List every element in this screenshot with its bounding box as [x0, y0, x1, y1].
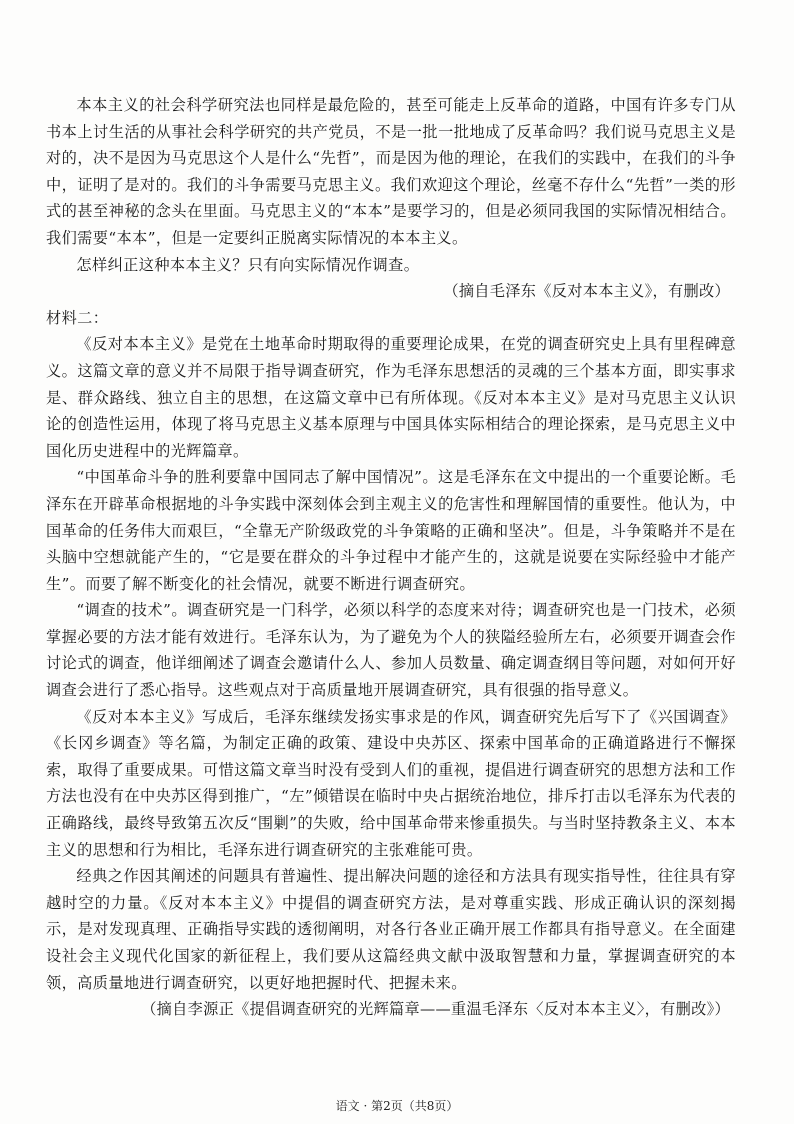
page-footer: 语文 · 第2页（共8页） [335, 1099, 459, 1113]
material1-paragraph-1: 本本主义的社会科学研究法也同样是最危险的，甚至可能走上反革命的道路，中国有许多专门从书本上讨生活的从事社会科学研究的共产党员，不是一批一批地成了反革命吗？我们说马克思主义是对的，决不是因为马克思这个人是什么“先哲”，而是因为他的理论，在我们的实践中，在我们的斗争中，证明了是对的。我们的斗争需要马克思主义。我们欢迎这个理论，丝毫不存什么“先哲”一类的形式的甚至神秘的念头在里面。马克思主义的“本本”是要学习的，但是必须同我国的实际情况相结合。我们需要“本本”，但是一定要纠正脱离实际情况的本本主义。 [46, 96, 736, 247]
material2-paragraph-5: 经典之作因其阐述的问题具有普遍性、提出解决问题的途径和方法具有现实指导性，往往具有穿越时空的力量。《反对本本主义》中提倡的调查研究方法，是对尊重实践、形成正确认识的深刻揭示，是对发现真理、正确指导实践的透彻阐明，对各行各业正确开展工作都具有指导意义。在全面建设社会主义现代化国家的新征程上，我们要从这篇经典文献中汲取智慧和力量，掌握调查研究的本领，高质量地进行调查研究，以更好地把握时代、把握未来。 [46, 867, 736, 992]
material2-paragraph-2: “中国革命斗争的胜利要靠中国同志了解中国情况”。这是毛泽东在文中提出的一个重要论断。毛泽东在开辟革命根据地的斗争实践中深刻体会到主观主义的危害性和理解国情的重要性。他认为，中国革命的任务伟大而艰巨，“全靠无产阶级政党的斗争策略的正确和坚决”。但是，斗争策略并不是在头脑中空想就能产生的，“它是要在群众的斗争过程中才能产生的，这就是说要在实际经验中才能产生”。而要了解不断变化的社会情况，就要不断进行调查研究。 [46, 468, 736, 593]
material2-paragraph-3: “调查的技术”。调查研究是一门科学，必须以科学的态度来对待；调查研究也是一门技术，必须掌握必要的方法才能有效进行。毛泽东认为，为了避免为个人的狭隘经验所左右，必须要开调查会作讨论式的调查，他详细阐述了调查会邀请什么人、参加人员数量、确定调查纲目等问题，对如何开好调查会进行了悉心指导。这些观点对于高质量地开展调查研究，具有很强的指导意义。 [46, 601, 736, 700]
material1-paragraph-2: 怎样纠正这种本本主义？只有向实际情况作调查。 [76, 255, 420, 274]
material2-paragraph-4: 《反对本本主义》写成后，毛泽东继续发扬实事求是的作风，调查研究先后写下了《兴国调查》《长冈乡调查》等名篇，为制定正确的政策、建设中央苏区、探索中国革命的正确道路进行不懈探索，取得了重要成果。可惜这篇文章当时没有受到人们的重视，提倡进行调查研究的思想方法和工作方法也没有在中央苏区得到推广，“左”倾错误在临时中央占据统治地位，排斥打击以毛泽东为代表的正确路线，最终导致第五次反“围剿”的失败，给中国革命带来惨重损失。与当时坚持教条主义、本本主义的思想和行为相比，毛泽东进行调查研究的主张难能可贵。 [46, 707, 736, 859]
material1-attribution: （摘自毛泽东《反对本本主义》，有删改） [443, 282, 730, 301]
material2-attribution: （摘自李源正《提倡调查研究的光辉篇章——重温毛泽东〈反对本本主义〉，有删改》） [141, 1000, 730, 1019]
page-content [46, 92, 736, 1023]
material2-label: 材料二： [46, 308, 109, 327]
material2-paragraph-1: 《反对本本主义》是党在土地革命时期取得的重要理论成果，在党的调查研究史上具有里程碑意义。这篇文章的意义并不局限于指导调查研究，作为毛泽东思想活的灵魂的三个基本方面，即实事求是、群众路线、独立自主的思想，在这篇文章中已有所体现。《反对本本主义》是对马克思主义认识论的创造性运用，体现了将马克思主义基本原理与中国具体实际相结合的理论探索，是马克思主义中国化历史进程中的光辉篇章。 [46, 335, 736, 460]
